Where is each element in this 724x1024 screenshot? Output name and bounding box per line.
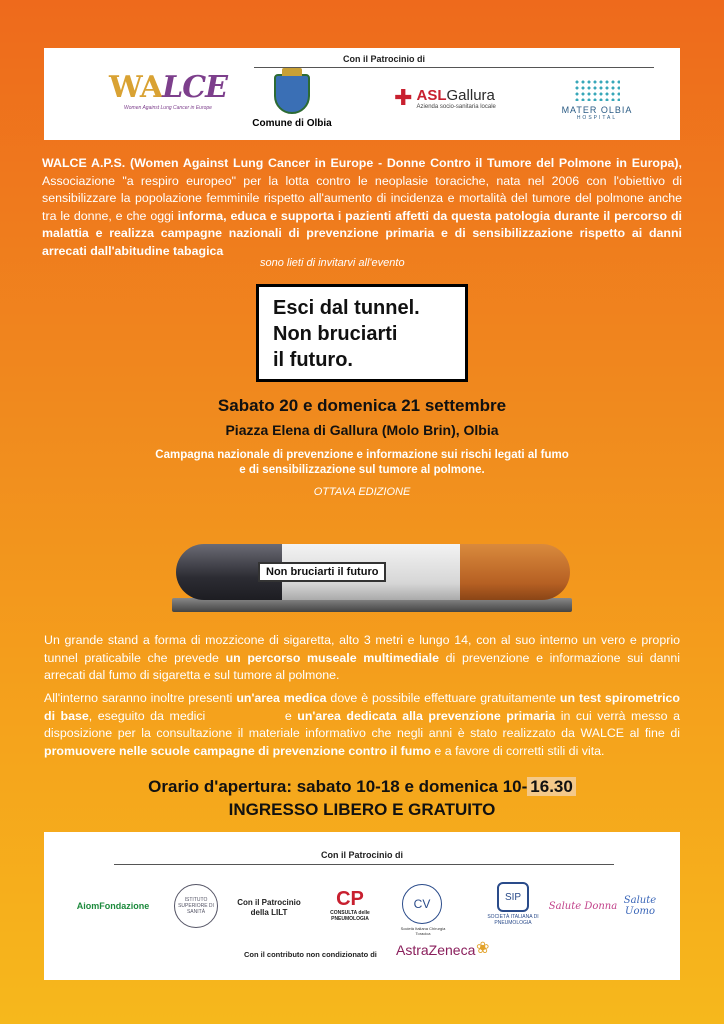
astrazeneca-swirl-icon: ❀ <box>476 940 490 957</box>
stand-description <box>44 632 680 685</box>
mater-dots-icon <box>574 79 620 101</box>
walce-logo-subtitle: Women Against Lung Cancer in Europe <box>124 105 212 111</box>
sip-text: SOCIETÀ ITALIANA DI PNEUMOLOGIA <box>487 914 539 926</box>
mater-olbia-logo <box>552 70 642 130</box>
opening-hours <box>0 777 724 797</box>
walce-logo-prefix: WA <box>109 70 163 105</box>
cigarette-tunnel-image <box>172 540 572 616</box>
footer-patronage-panel <box>44 832 680 980</box>
cigarette-filter <box>460 544 570 600</box>
comune-olbia-label: Comune di Olbia <box>252 117 332 129</box>
areas-description-f: e <box>284 708 298 723</box>
aiom-fondazione-logo: AiomFondazione <box>76 901 150 911</box>
opening-hours-highlight: 16.30 <box>527 777 576 796</box>
areas-description-e: , eseguito da medici <box>88 708 211 723</box>
walce-logo <box>108 56 228 128</box>
areas-medical: un'area medica <box>236 691 327 705</box>
consulta-text: CONSULTA delle PNEUMOLOGIA <box>330 910 370 922</box>
asl-subtitle: Azienda socio-sanitaria locale <box>416 103 496 110</box>
intro-paragraph <box>42 155 682 260</box>
event-date: Sabato 20 e domenica 21 settembre <box>217 396 507 415</box>
olbia-crest-icon <box>274 74 310 114</box>
areas-schools: promuovere nelle scuole campagne di prevenzione contro il fumo <box>44 743 431 758</box>
iss-seal-logo: ISTITUTO SUPERIORE DI SANITÀ <box>174 884 218 928</box>
areas-description-h: in cui verrà messo a disposizione per la consultazione il materiale informativo che negli anni è stato realizzato da WALCE al fine di <box>44 708 680 740</box>
areas-description <box>44 690 680 760</box>
consulta-mark: CP <box>336 888 364 910</box>
campaign-line-2: e di sensibilizzazione sul tumore al polmone. <box>239 464 485 476</box>
stand-description-c: di prevenzione e informazione sui danni arrecati dal fumo di sigaretta e sul tumore al polmone. <box>44 650 681 682</box>
sip-mark: SIP <box>497 882 529 912</box>
invite-text: sono lieti di invitarvi all'evento <box>260 257 405 269</box>
asl-gallura-logo <box>380 80 510 116</box>
areas-description-a: All'interno saranno inoltre presenti <box>44 691 237 705</box>
intro-body: Associazione "a respiro europeo" per la lotta contro le neoplasie toraciche, nata nel 2006 con l'obiettivo di sensibilizzare la popolazione femminile rispetto all'aumento di incidenza e mortalità del tumore del polmone anche tra le donne, e che oggi <box>42 173 682 223</box>
salute-uomo-logo: Salute Uomo <box>623 895 657 917</box>
edition-label: OTTAVA EDIZIONE <box>313 486 411 498</box>
opening-hours-text: Orario d'apertura: sabato 10-18 e domenica 10- <box>148 777 528 796</box>
slogan-line-1: Esci dal tunnel. <box>273 297 420 319</box>
asl-cross-icon: ✚ <box>394 85 413 110</box>
campaign-line-1: Campagna nazionale di prevenzione e informazione sui rischi legati al fumo <box>155 449 569 461</box>
comune-olbia-logo <box>242 66 342 136</box>
asl-prefix: ASL <box>416 86 447 104</box>
areas-spirometry: un test spirometrico di base <box>44 691 680 723</box>
header-patronage-panel <box>44 48 680 140</box>
sip-logo <box>478 880 548 928</box>
intro-mission: informa, educa e supporta i pazienti affetti da questa patologia durante il percorso di malattia e realizza campagne nazionali di prevenzione primaria e di sensibilizzazione rispetto ai danni arrecati dall'abitudine tabagica <box>42 208 682 258</box>
cigarette-sign: Non bruciarti il futuro <box>258 562 386 582</box>
mater-olbia-subtitle: HOSPITAL <box>576 115 618 121</box>
stand-description-a: Un grande stand a forma di mozzicone di sigaretta, alto 3 metri e lungo 14, con al suo interno un vero e proprio tunnel praticabile che prevede <box>44 633 680 665</box>
intro-walce-name: WALCE A.P.S. (Women Against Lung Cancer in Europe - Donne Contro il Tumore del Polmone in Europa), <box>42 156 682 170</box>
mater-olbia-name: MATER OLBIA <box>561 105 633 115</box>
walce-logo-suffix: LCE <box>162 70 227 105</box>
footer-patronage-divider <box>114 864 614 865</box>
free-entry: INGRESSO LIBERO E GRATUITO <box>228 800 496 819</box>
stand-description-highlight: un percorso museale multimediale <box>225 650 440 665</box>
event-place: Piazza Elena di Gallura (Molo Brin), Olbia <box>225 422 499 438</box>
slogan-box <box>256 284 468 382</box>
slogan-line-3: il futuro. <box>273 349 353 371</box>
asl-name: Gallura <box>446 86 495 104</box>
salute-donna-logo: Salute Donna <box>548 900 618 912</box>
cigarette-base <box>172 598 572 612</box>
areas-prevention: un'area dedicata alla prevenzione primaria <box>297 708 556 723</box>
areas-description-c: dove è possibile effettuare gratuitamente <box>326 691 560 705</box>
areas-description-j: e a favore di corretti stili di vita. <box>430 743 605 758</box>
campaign-description <box>112 448 612 478</box>
footer-patronage-title: Con il Patrocinio di <box>320 850 403 860</box>
contribution-text: Con il contributo non condizionato di <box>244 950 377 959</box>
sict-label: Società Italiana Chirurgia Toracica <box>400 926 446 936</box>
consulta-pneumologia-logo <box>320 882 380 928</box>
patronage-title: Con il Patrocinio di <box>342 54 425 64</box>
astrazeneca-logo: AstraZeneca <box>396 942 476 958</box>
slogan-line-2: Non bruciarti <box>273 323 398 345</box>
lilt-patronage-text: Con il Patrocinio della LILT <box>237 898 301 917</box>
sict-seal-logo: CV <box>402 884 442 924</box>
